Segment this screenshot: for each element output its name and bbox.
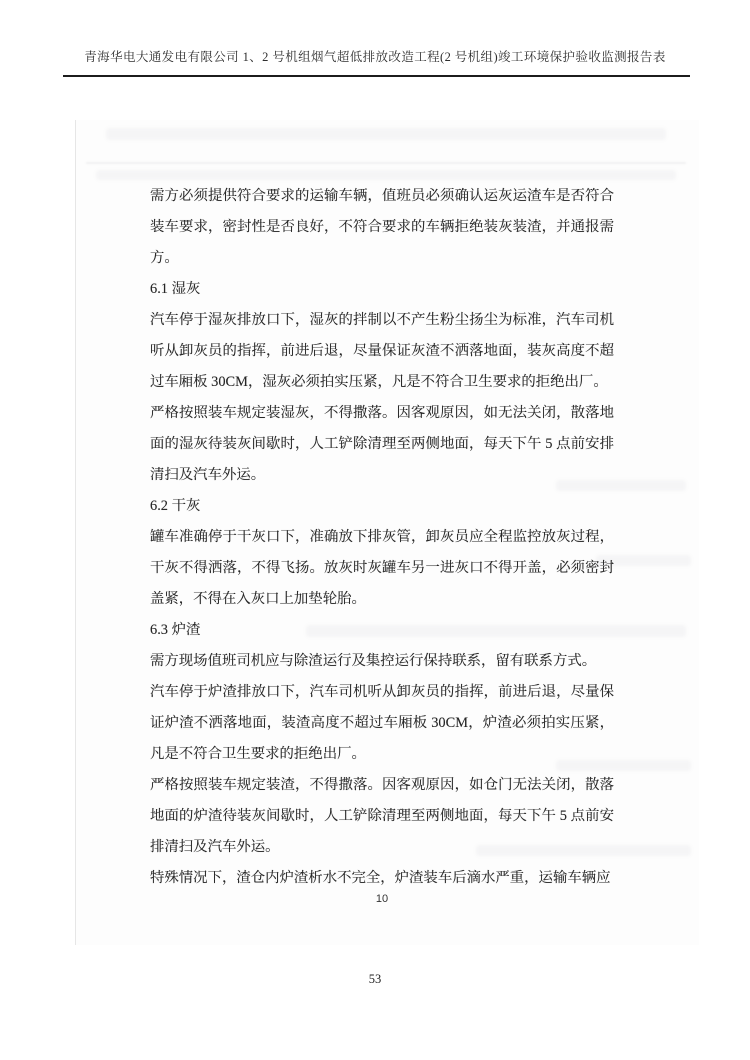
bleed-through-artifact	[86, 162, 686, 164]
page-number: 53	[368, 972, 382, 986]
text-block: 6.2 干灰	[150, 498, 201, 514]
text-block: 需方现场值班司机应与除渣运行及集控运行保持联系，留有联系方式。	[150, 653, 597, 669]
text-block: 严格按照装车规定装湿灰，不得撒落。因客观原因，如无法关闭，散落地面的湿灰待装灰间歇时，人工铲除清理至两侧地面，每天下午 5 点前安排清扫及汽车外运。	[150, 405, 614, 483]
text-block: 需方必须提供符合要求的运输车辆，值班员必须确认运灰运渣车是否符合装车要求，密封性是否良好，不符合要求的车辆拒绝装灰装渣，并通报需方。	[150, 188, 614, 266]
text-block: 特殊情况下，渣仓内炉渣析水不完全，炉渣装车后滴水严重，运输车辆应	[150, 870, 611, 886]
document-body	[150, 181, 614, 894]
text-block: 6.1 湿灰	[150, 281, 201, 297]
text-block: 汽车停于湿灰排放口下，湿灰的拌制以不产生粉尘扬尘为标准，汽车司机听从卸灰员的指挥，前进后退，尽量保证灰渣不洒落地面，装灰高度不超过车厢板 30CM，湿灰必须拍实压紧，凡是不符合卫生要求的拒绝出厂。	[150, 312, 614, 390]
text-block: 汽车停于炉渣排放口下，汽车司机听从卸灰员的指挥，前进后退，尽量保证炉渣不洒落地面，装渣高度不超过车厢板 30CM，炉渣必须拍实压紧，凡是不符合卫生要求的拒绝出厂。	[150, 684, 614, 762]
inner-page-number: 10	[375, 893, 389, 905]
report-header-title: 青海华电大通发电有限公司 1、2 号机组烟气超低排放改造工程(2 号机组)竣工环境保护验收监测报告表	[84, 50, 666, 64]
header-rule	[63, 75, 690, 77]
text-block: 严格按照装车规定装渣，不得撒落。因客观原因，如仓门无法关闭，散落地面的炉渣待装灰间歇时，人工铲除清理至两侧地面，每天下午 5 点前安排清扫及汽车外运。	[150, 777, 614, 855]
bleed-through-artifact	[96, 170, 676, 180]
text-block: 罐车准确停于干灰口下，准确放下排灰管，卸灰员应全程监控放灰过程，干灰不得洒落，不得飞扬。放灰时灰罐车另一进灰口不得开盖，必须密封盖紧，不得在入灰口上加垫轮胎。	[150, 529, 614, 607]
text-block: 6.3 炉渣	[150, 622, 201, 638]
bleed-through-artifact	[106, 128, 666, 140]
